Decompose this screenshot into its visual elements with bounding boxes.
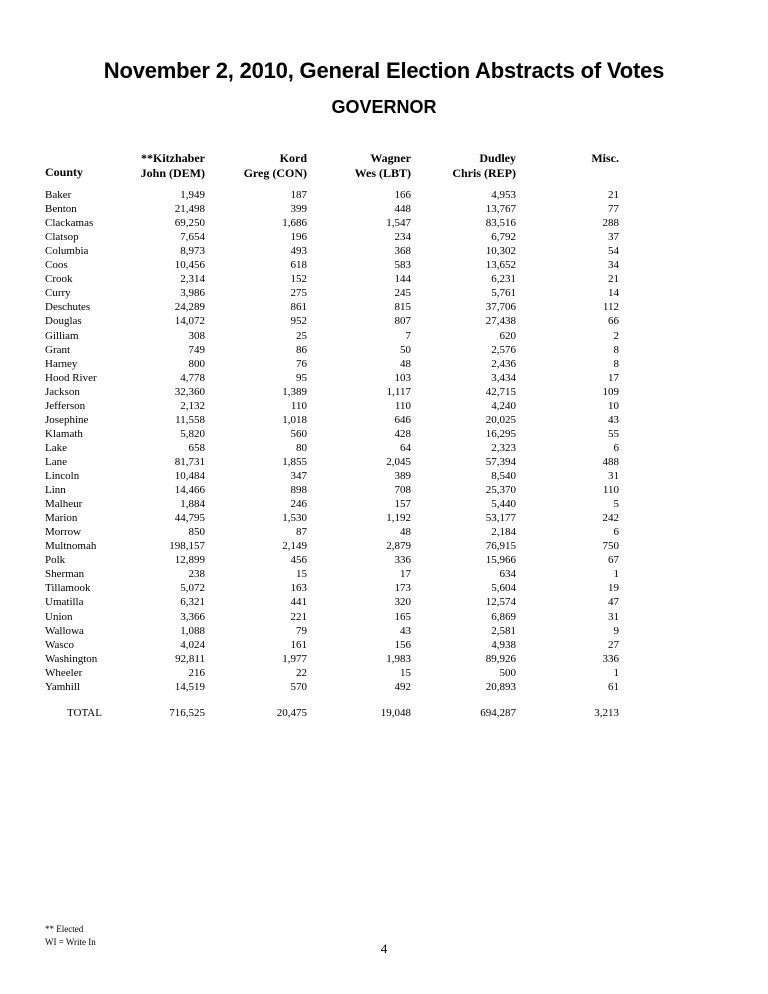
county-name: Wheeler [45,666,83,679]
wagner-votes: 448 [394,203,411,216]
kord-votes: 456 [290,554,307,567]
table-row [0,567,768,581]
misc-votes: 1 [613,666,619,679]
misc-votes: 5 [613,498,619,511]
dudley-votes: 4,938 [491,638,516,651]
kord-votes: 570 [290,680,307,693]
page-title: November 2, 2010, General Election Abstracts of Votes [103,58,665,83]
misc-votes: 14 [608,287,619,300]
table-row [0,314,768,328]
table-row [0,610,768,624]
misc-votes: 8 [613,343,619,356]
header-county: County [45,165,84,179]
dudley-votes: 2,323 [491,441,516,454]
table-row [0,581,768,595]
kitzhaber-votes: 1,088 [180,624,205,637]
wagner-votes: 583 [394,259,411,272]
wagner-votes: 64 [400,441,411,454]
total-label: TOTAL [67,707,102,719]
header-dudley [452,151,516,181]
misc-votes: 109 [602,385,619,398]
wagner-votes: 320 [394,596,411,609]
dudley-votes: 12,574 [485,596,516,609]
county-name: Washington [45,652,98,665]
dudley-votes: 76,915 [485,540,516,553]
dudley-votes: 6,792 [491,231,516,244]
table-row [0,525,768,539]
kord-votes: 76 [296,357,307,370]
wagner-votes: 1,983 [386,652,411,665]
county-name: Baker [45,189,72,201]
header-misc [591,151,619,166]
dudley-votes: 8,540 [491,470,516,482]
kitzhaber-votes: 216 [188,666,205,679]
kitzhaber-votes: 238 [188,568,205,581]
kitzhaber-votes: 81,731 [174,455,205,468]
kitzhaber-votes: 3,986 [180,287,205,300]
kitzhaber-votes: 69,250 [174,217,205,230]
header-wagner [355,151,411,181]
dudley-votes: 20,025 [485,413,516,426]
kitzhaber-votes: 5,820 [180,427,205,440]
wagner-votes: 144 [394,273,411,286]
county-name: Umatilla [45,596,84,609]
wagner-votes: 389 [394,470,411,482]
dudley-votes: 5,604 [491,582,516,595]
dudley-votes: 3,434 [491,371,516,384]
wagner-votes: 245 [394,287,411,300]
total-misc: 3,213 [594,707,619,719]
kord-votes: 1,977 [282,652,307,665]
dudley-votes: 5,440 [491,498,516,511]
county-name: Wallowa [45,624,84,637]
header-misc-label: Misc. [591,151,619,165]
misc-votes: 9 [613,624,619,637]
kitzhaber-votes: 92,811 [175,652,205,665]
county-name: Clackamas [45,217,94,230]
kord-votes: 152 [290,273,307,286]
table-row [0,371,768,385]
wagner-votes: 173 [394,582,411,595]
kord-votes: 2,149 [282,540,307,553]
wagner-votes: 157 [394,498,411,511]
wagner-votes: 48 [400,526,411,539]
wagner-votes: 50 [400,343,411,356]
misc-votes: 2 [613,329,619,342]
county-name: Yamhill [45,680,80,693]
misc-votes: 21 [608,189,619,201]
table-row [0,329,768,343]
kord-votes: 110 [290,399,307,412]
county-name: Douglas [45,315,82,328]
table-row [0,624,768,638]
total-dudley: 694,287 [480,707,516,719]
table-row [0,216,768,230]
kitzhaber-votes: 10,484 [174,470,205,482]
kord-votes: 399 [290,203,307,216]
header-dudley-name: Chris (REP) [452,166,516,180]
kitzhaber-votes: 2,314 [180,273,205,286]
kitzhaber-votes: 850 [188,526,205,539]
dudley-votes: 5,761 [491,287,516,300]
header-kitzhaber [141,151,205,181]
dudley-votes: 27,438 [485,315,516,328]
kord-votes: 79 [296,624,307,637]
misc-votes: 77 [608,203,619,216]
table-row [0,357,768,371]
dudley-votes: 2,436 [491,357,516,370]
kord-votes: 196 [290,231,307,244]
kitzhaber-votes: 5,072 [180,582,205,595]
wagner-votes: 110 [394,399,411,412]
misc-votes: 43 [608,413,619,426]
misc-votes: 31 [608,610,619,623]
misc-votes: 288 [602,217,619,230]
kitzhaber-votes: 21,498 [174,203,205,216]
county-name: Deschutes [45,301,91,314]
kord-votes: 1,686 [282,217,307,230]
kitzhaber-votes: 3,366 [180,610,205,623]
misc-votes: 1 [613,568,619,581]
kord-votes: 25 [296,329,307,342]
wagner-votes: 428 [394,427,411,440]
table-row [0,455,768,469]
wagner-votes: 807 [394,315,411,328]
dudley-votes: 42,715 [485,385,516,398]
misc-votes: 6 [613,441,619,454]
wagner-votes: 48 [400,357,411,370]
kord-votes: 1,855 [282,455,307,468]
dudley-votes: 634 [499,568,516,581]
county-name: Harney [45,357,78,370]
kitzhaber-votes: 4,778 [180,371,205,384]
misc-votes: 10 [608,399,619,412]
misc-votes: 336 [602,652,619,665]
dudley-votes: 2,184 [491,526,516,539]
kitzhaber-votes: 800 [188,357,205,370]
dudley-votes: 6,231 [491,273,516,286]
misc-votes: 17 [608,371,619,384]
table-row [0,469,768,483]
table-row [0,652,768,666]
county-name: Union [45,610,73,623]
table-row [0,244,768,258]
kord-votes: 163 [290,582,307,595]
kord-votes: 22 [296,666,307,679]
table-row [0,413,768,427]
kord-votes: 441 [290,596,307,609]
wagner-votes: 2,879 [386,540,411,553]
table-row [0,553,768,567]
dudley-votes: 89,926 [485,652,516,665]
wagner-votes: 368 [394,245,411,258]
dudley-votes: 83,516 [485,217,516,230]
county-name: Malheur [45,498,83,511]
kitzhaber-votes: 658 [188,441,205,454]
table-row [0,286,768,300]
table-row [0,399,768,413]
dudley-votes: 13,767 [485,203,516,216]
dudley-votes: 500 [499,666,516,679]
kitzhaber-votes: 308 [188,329,205,342]
county-name: Jefferson [45,399,86,412]
table-row [0,595,768,609]
kord-votes: 246 [290,498,307,511]
kitzhaber-votes: 1,884 [180,498,205,511]
table-row [0,300,768,314]
county-name: Coos [45,259,68,272]
table-row [0,497,768,511]
header-kitzhaber-surname: **Kitzhaber [141,151,205,165]
header-wagner-name: Wes (LBT) [354,166,411,180]
dudley-votes: 6,869 [491,610,516,623]
wagner-votes: 1,547 [386,217,411,230]
kitzhaber-votes: 24,289 [174,301,205,314]
kitzhaber-votes: 14,519 [174,680,205,693]
kitzhaber-votes: 8,973 [180,245,205,258]
county-name: Grant [45,343,71,356]
misc-votes: 55 [608,427,619,440]
footnote-elected: ** Elected [45,924,84,934]
wagner-votes: 7 [405,329,411,342]
page-number: 4 [380,941,388,956]
total-wagner: 19,048 [380,707,411,719]
misc-votes: 750 [602,540,619,553]
kord-votes: 15 [296,568,307,581]
wagner-votes: 646 [394,413,411,426]
county-name: Sherman [45,568,85,581]
county-name: Lane [45,455,67,468]
table-row [0,258,768,272]
misc-votes: 27 [608,638,619,651]
county-name: Lincoln [45,470,80,482]
county-name: Tillamook [45,582,91,595]
county-name: Columbia [45,245,89,258]
kitzhaber-votes: 14,072 [174,315,205,328]
kitzhaber-votes: 14,466 [174,484,205,497]
kord-votes: 618 [290,259,307,272]
misc-votes: 47 [608,596,619,609]
wagner-votes: 165 [394,610,411,623]
county-name: Klamath [45,427,83,440]
kord-votes: 221 [290,610,307,623]
table-row [0,385,768,399]
kitzhaber-votes: 6,321 [180,596,205,609]
misc-votes: 110 [602,484,619,497]
county-name: Morrow [45,526,82,539]
misc-votes: 112 [602,301,619,314]
footnote-write-in: WI = Write In [45,937,96,947]
county-name: Polk [45,554,66,567]
dudley-votes: 16,295 [485,427,516,440]
wagner-votes: 103 [394,371,411,384]
table-row [0,272,768,286]
table-row [0,638,768,652]
county-name: Lake [45,441,67,454]
misc-votes: 37 [608,231,619,244]
wagner-votes: 156 [394,638,411,651]
dudley-votes: 4,953 [491,189,516,201]
kitzhaber-votes: 32,360 [174,385,205,398]
dudley-votes: 25,370 [485,484,516,497]
kitzhaber-votes: 12,899 [174,554,205,567]
kord-votes: 952 [290,315,307,328]
kitzhaber-votes: 10,456 [174,259,205,272]
table-row [0,666,768,680]
header-kord [244,151,307,181]
kord-votes: 161 [290,638,307,651]
kord-votes: 1,530 [282,512,307,525]
header-kord-surname: Kord [279,151,307,165]
wagner-votes: 1,192 [386,512,411,525]
total-kitzhaber: 716,525 [169,707,205,719]
county-name: Jackson [45,385,80,398]
kord-votes: 86 [296,343,307,356]
dudley-votes: 4,240 [491,399,516,412]
kitzhaber-votes: 198,157 [169,540,205,553]
header-dudley-surname: Dudley [479,151,516,165]
wagner-votes: 17 [400,568,411,581]
kord-votes: 80 [296,441,307,454]
wagner-votes: 43 [400,624,411,637]
kitzhaber-votes: 1,949 [180,189,205,201]
kitzhaber-votes: 2,132 [180,399,205,412]
misc-votes: 54 [608,245,619,258]
wagner-votes: 336 [394,554,411,567]
county-name: Gilliam [45,329,79,342]
misc-votes: 61 [608,680,619,693]
table-row [0,539,768,553]
table-row [0,230,768,244]
county-name: Marion [45,512,78,525]
table-row [0,188,768,202]
dudley-votes: 37,706 [485,301,516,314]
county-name: Wasco [45,638,75,651]
county-name: Clatsop [45,231,79,244]
county-name: Multnomah [45,540,97,553]
dudley-votes: 15,966 [485,554,516,567]
misc-votes: 21 [608,273,619,286]
kord-votes: 95 [296,371,307,384]
table-row [0,680,768,694]
header-wagner-surname: Wagner [370,151,411,165]
misc-votes: 242 [602,512,619,525]
table-row [0,441,768,455]
dudley-votes: 57,394 [485,455,516,468]
kord-votes: 560 [290,427,307,440]
wagner-votes: 2,045 [386,455,411,468]
table-row [0,483,768,497]
kord-votes: 861 [290,301,307,314]
misc-votes: 31 [608,470,619,482]
dudley-votes: 53,177 [485,512,516,525]
header-kord-name: Greg (CON) [243,166,307,180]
total-row [0,706,768,720]
dudley-votes: 20,893 [485,680,516,693]
office-subtitle: GOVERNOR [331,97,437,117]
header-kitzhaber-name: John (DEM) [140,166,205,180]
dudley-votes: 13,652 [485,259,516,272]
table-row [0,511,768,525]
county-name: Curry [45,287,71,300]
total-kord: 20,475 [276,707,307,719]
wagner-votes: 15 [400,666,411,679]
misc-votes: 66 [608,315,619,328]
kord-votes: 1,389 [282,385,307,398]
misc-votes: 6 [613,526,619,539]
kitzhaber-votes: 4,024 [180,638,205,651]
dudley-votes: 2,576 [491,343,516,356]
misc-votes: 67 [608,554,619,567]
wagner-votes: 1,117 [386,385,411,398]
kitzhaber-votes: 7,654 [180,231,205,244]
kord-votes: 493 [290,245,307,258]
kord-votes: 275 [290,287,307,300]
table-row [0,202,768,216]
kitzhaber-votes: 44,795 [174,512,205,525]
county-name: Josephine [45,413,89,426]
table-row [0,427,768,441]
wagner-votes: 166 [394,189,411,201]
county-name: Linn [45,484,66,497]
county-name: Crook [45,273,73,286]
kord-votes: 187 [290,189,307,201]
kord-votes: 898 [290,484,307,497]
wagner-votes: 234 [394,231,411,244]
kord-votes: 347 [290,470,307,482]
kord-votes: 87 [296,526,307,539]
wagner-votes: 492 [394,680,411,693]
kord-votes: 1,018 [282,413,307,426]
wagner-votes: 708 [394,484,411,497]
dudley-votes: 10,302 [485,245,516,258]
county-name: Benton [45,203,77,216]
wagner-votes: 815 [394,301,411,314]
table-row [0,343,768,357]
kitzhaber-votes: 749 [188,343,205,356]
dudley-votes: 620 [499,329,516,342]
dudley-votes: 2,581 [491,624,516,637]
misc-votes: 34 [608,259,619,272]
kitzhaber-votes: 11,558 [175,413,205,426]
county-name: Hood River [45,371,97,384]
misc-votes: 8 [613,357,619,370]
misc-votes: 488 [602,455,619,468]
misc-votes: 19 [608,582,619,595]
